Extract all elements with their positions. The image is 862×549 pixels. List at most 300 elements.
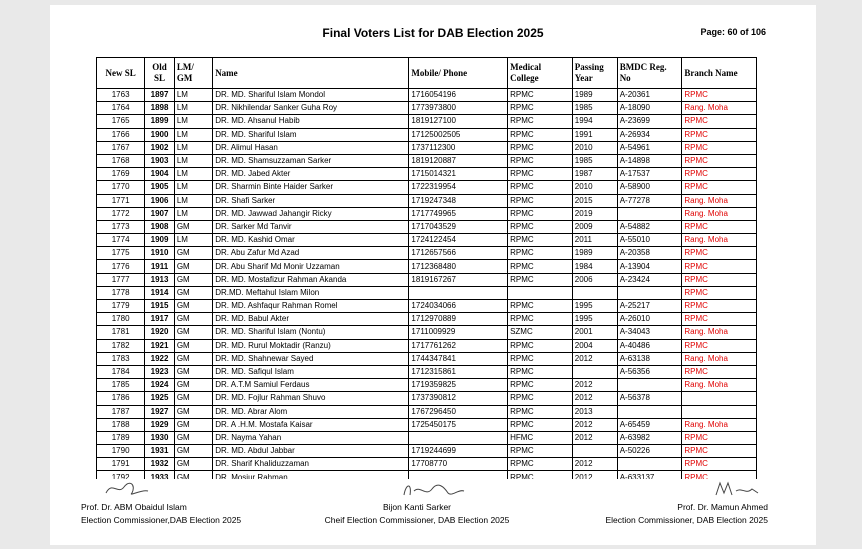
new-sl-cell: 1788 bbox=[97, 418, 145, 431]
col-header: Medical College bbox=[508, 58, 573, 89]
college-cell: RPMC bbox=[508, 471, 573, 479]
new-sl-cell: 1781 bbox=[97, 326, 145, 339]
old-sl-cell: 1927 bbox=[145, 405, 175, 418]
old-sl-cell: 1930 bbox=[145, 431, 175, 444]
name-cell: DR. MD. Kashid Omar bbox=[213, 234, 409, 247]
name-cell: DR. MD. Shariful Islam (Nontu) bbox=[213, 326, 409, 339]
new-sl-cell: 1778 bbox=[97, 286, 145, 299]
college-cell: RPMC bbox=[508, 300, 573, 313]
table-row bbox=[97, 115, 757, 128]
college-cell: RPMC bbox=[508, 154, 573, 167]
branch-cell: Rang. Moha bbox=[682, 418, 757, 431]
passing-year-cell: 2012 bbox=[572, 392, 617, 405]
table-row bbox=[97, 445, 757, 458]
col-header: Old SL bbox=[145, 58, 175, 89]
branch-cell: Rang. Moha bbox=[682, 194, 757, 207]
member-type-cell: GM bbox=[174, 365, 212, 378]
name-cell: DR.MD. Meftahul Islam Milon bbox=[213, 286, 409, 299]
college-cell: RPMC bbox=[508, 313, 573, 326]
branch-cell: RPMC bbox=[682, 220, 757, 233]
new-sl-cell: 1777 bbox=[97, 273, 145, 286]
member-type-cell: GM bbox=[174, 247, 212, 260]
name-cell: DR. MD. Jawwad Jahangir Ricky bbox=[213, 207, 409, 220]
old-sl-cell: 1910 bbox=[145, 247, 175, 260]
bmdc-reg-cell: A-18090 bbox=[617, 102, 682, 115]
passing-year-cell: 2012 bbox=[572, 379, 617, 392]
old-sl-cell: 1906 bbox=[145, 194, 175, 207]
new-sl-cell: 1770 bbox=[97, 181, 145, 194]
college-cell: RPMC bbox=[508, 115, 573, 128]
college-cell bbox=[508, 286, 573, 299]
bmdc-reg-cell: A-23424 bbox=[617, 273, 682, 286]
branch-cell: Rang. Moha bbox=[682, 326, 757, 339]
college-cell: RPMC bbox=[508, 339, 573, 352]
bmdc-reg-cell bbox=[617, 207, 682, 220]
table-row bbox=[97, 247, 757, 260]
new-sl-cell: 1775 bbox=[97, 247, 145, 260]
col-header: Name bbox=[213, 58, 409, 89]
passing-year-cell bbox=[572, 445, 617, 458]
table-row bbox=[97, 352, 757, 365]
new-sl-cell: 1774 bbox=[97, 234, 145, 247]
table-row bbox=[97, 326, 757, 339]
branch-cell: RPMC bbox=[682, 300, 757, 313]
passing-year-cell bbox=[572, 365, 617, 378]
passing-year-cell: 2004 bbox=[572, 339, 617, 352]
member-type-cell: GM bbox=[174, 339, 212, 352]
name-cell: DR. MD. Rurul Moktadir (Ranzu) bbox=[213, 339, 409, 352]
name-cell: DR. Nayma Yahan bbox=[213, 431, 409, 444]
new-sl-cell: 1785 bbox=[97, 379, 145, 392]
member-type-cell: LM bbox=[174, 207, 212, 220]
member-type-cell: GM bbox=[174, 300, 212, 313]
signatory-left-title: Election Commissioner,DAB Election 2025 bbox=[81, 515, 242, 525]
old-sl-cell: 1932 bbox=[145, 458, 175, 471]
new-sl-cell: 1783 bbox=[97, 352, 145, 365]
old-sl-cell: 1921 bbox=[145, 339, 175, 352]
new-sl-cell: 1766 bbox=[97, 128, 145, 141]
signatory-center-name: Bijon Kanti Sarker bbox=[382, 502, 452, 512]
col-header: BMDC Reg. No bbox=[617, 58, 682, 89]
old-sl-cell: 1920 bbox=[145, 326, 175, 339]
member-type-cell: GM bbox=[174, 220, 212, 233]
passing-year-cell: 2012 bbox=[572, 352, 617, 365]
member-type-cell: GM bbox=[174, 260, 212, 273]
name-cell: DR. Shafi Sarker bbox=[213, 194, 409, 207]
mobile-cell: 1722319954 bbox=[409, 181, 508, 194]
bmdc-reg-cell: A-77278 bbox=[617, 194, 682, 207]
table-row bbox=[97, 418, 757, 431]
college-cell: SZMC bbox=[508, 326, 573, 339]
name-cell: DR. A .H.M. Mostafa Kaisar bbox=[213, 418, 409, 431]
name-cell: DR. MD. Ahsanul Habib bbox=[213, 115, 409, 128]
college-cell: RPMC bbox=[508, 379, 573, 392]
old-sl-cell: 1929 bbox=[145, 418, 175, 431]
passing-year-cell: 2012 bbox=[572, 431, 617, 444]
member-type-cell: GM bbox=[174, 326, 212, 339]
name-cell: DR. MD. Fojlur Rahman Shuvo bbox=[213, 392, 409, 405]
branch-cell: RPMC bbox=[682, 286, 757, 299]
bmdc-reg-cell: A-26934 bbox=[617, 128, 682, 141]
member-type-cell: GM bbox=[174, 313, 212, 326]
member-type-cell: LM bbox=[174, 194, 212, 207]
bmdc-reg-cell: A-13904 bbox=[617, 260, 682, 273]
bmdc-reg-cell: A-17537 bbox=[617, 168, 682, 181]
branch-cell: RPMC bbox=[682, 273, 757, 286]
table-row bbox=[97, 405, 757, 418]
table-row bbox=[97, 89, 757, 102]
table-clip bbox=[50, 5, 816, 479]
mobile-cell: 1711009929 bbox=[409, 326, 508, 339]
bmdc-reg-cell: A-50226 bbox=[617, 445, 682, 458]
passing-year-cell: 1994 bbox=[572, 115, 617, 128]
college-cell: RPMC bbox=[508, 207, 573, 220]
mobile-cell: 1819167267 bbox=[409, 273, 508, 286]
name-cell: DR. MD. Shahnewar Sayed bbox=[213, 352, 409, 365]
bmdc-reg-cell: A-65459 bbox=[617, 418, 682, 431]
passing-year-cell: 1985 bbox=[572, 102, 617, 115]
passing-year-cell: 1995 bbox=[572, 300, 617, 313]
old-sl-cell: 1923 bbox=[145, 365, 175, 378]
college-cell: RPMC bbox=[508, 260, 573, 273]
table-row bbox=[97, 181, 757, 194]
table-row bbox=[97, 458, 757, 471]
name-cell: DR. MD. Safiqul Islam bbox=[213, 365, 409, 378]
name-cell: DR. MD. Ashfaqur Rahman Romel bbox=[213, 300, 409, 313]
branch-cell: Rang. Moha bbox=[682, 352, 757, 365]
college-cell: RPMC bbox=[508, 234, 573, 247]
name-cell: DR. Sarker Md Tanvir bbox=[213, 220, 409, 233]
college-cell: RPMC bbox=[508, 168, 573, 181]
bmdc-reg-cell bbox=[617, 458, 682, 471]
branch-cell: Rang. Moha bbox=[682, 379, 757, 392]
bmdc-reg-cell: A-34043 bbox=[617, 326, 682, 339]
branch-cell: RPMC bbox=[682, 181, 757, 194]
col-header: Mobile/ Phone bbox=[409, 58, 508, 89]
name-cell: DR. MD. Shariful Islam Mondol bbox=[213, 89, 409, 102]
bmdc-reg-cell: A-58900 bbox=[617, 181, 682, 194]
branch-cell: RPMC bbox=[682, 154, 757, 167]
college-cell: RPMC bbox=[508, 405, 573, 418]
mobile-cell: 1724034066 bbox=[409, 300, 508, 313]
passing-year-cell: 2006 bbox=[572, 273, 617, 286]
mobile-cell: 1744347841 bbox=[409, 352, 508, 365]
page-title: Final Voters List for DAB Election 2025 bbox=[322, 26, 544, 40]
old-sl-cell: 1915 bbox=[145, 300, 175, 313]
college-cell: RPMC bbox=[508, 194, 573, 207]
member-type-cell: GM bbox=[174, 431, 212, 444]
new-sl-cell: 1769 bbox=[97, 168, 145, 181]
old-sl-cell: 1911 bbox=[145, 260, 175, 273]
member-type-cell: GM bbox=[174, 352, 212, 365]
name-cell: DR. MD. Shamsuzzaman Sarker bbox=[213, 154, 409, 167]
table-row bbox=[97, 168, 757, 181]
mobile-cell: 1712970889 bbox=[409, 313, 508, 326]
branch-cell: RPMC bbox=[682, 458, 757, 471]
name-cell: DR. Abu Zafur Md Azad bbox=[213, 247, 409, 260]
passing-year-cell: 2015 bbox=[572, 194, 617, 207]
name-cell: DR. MD. Abdul Jabbar bbox=[213, 445, 409, 458]
member-type-cell: LM bbox=[174, 115, 212, 128]
voters-table bbox=[96, 57, 757, 479]
member-type-cell: LM bbox=[174, 141, 212, 154]
mobile-cell bbox=[409, 286, 508, 299]
table-row bbox=[97, 234, 757, 247]
passing-year-cell: 2012 bbox=[572, 471, 617, 479]
mobile-cell: 1715014321 bbox=[409, 168, 508, 181]
signatory-left-name: Prof. Dr. ABM Obaidul Islam bbox=[81, 502, 187, 512]
passing-year-cell: 1984 bbox=[572, 260, 617, 273]
mobile-cell: 1737390812 bbox=[409, 392, 508, 405]
college-cell: HFMC bbox=[508, 431, 573, 444]
member-type-cell: GM bbox=[174, 471, 212, 479]
table-row bbox=[97, 141, 757, 154]
mobile-cell: 1719247348 bbox=[409, 194, 508, 207]
table-body bbox=[97, 89, 757, 480]
table-row bbox=[97, 431, 757, 444]
college-cell: RPMC bbox=[508, 273, 573, 286]
name-cell: DR. MD. Jabed Akter bbox=[213, 168, 409, 181]
bmdc-reg-cell: A-633137 bbox=[617, 471, 682, 479]
old-sl-cell: 1922 bbox=[145, 352, 175, 365]
col-header: Branch Name bbox=[682, 58, 757, 89]
branch-cell: RPMC bbox=[682, 128, 757, 141]
old-sl-cell: 1897 bbox=[145, 89, 175, 102]
bmdc-reg-cell bbox=[617, 286, 682, 299]
mobile-cell: 1712315861 bbox=[409, 365, 508, 378]
table-row bbox=[97, 365, 757, 378]
college-cell: RPMC bbox=[508, 365, 573, 378]
college-cell: RPMC bbox=[508, 458, 573, 471]
old-sl-cell: 1909 bbox=[145, 234, 175, 247]
passing-year-cell: 2010 bbox=[572, 181, 617, 194]
new-sl-cell: 1764 bbox=[97, 102, 145, 115]
mobile-cell: 1725450175 bbox=[409, 418, 508, 431]
mobile-cell: 1717043529 bbox=[409, 220, 508, 233]
table-row bbox=[97, 286, 757, 299]
new-sl-cell: 1772 bbox=[97, 207, 145, 220]
old-sl-cell: 1917 bbox=[145, 313, 175, 326]
table-row bbox=[97, 300, 757, 313]
college-cell: RPMC bbox=[508, 181, 573, 194]
new-sl-cell: 1786 bbox=[97, 392, 145, 405]
mobile-cell: 17125002505 bbox=[409, 128, 508, 141]
passing-year-cell: 2001 bbox=[572, 326, 617, 339]
branch-cell: Rang. Moha bbox=[682, 102, 757, 115]
table-row bbox=[97, 313, 757, 326]
table-row bbox=[97, 260, 757, 273]
college-cell: RPMC bbox=[508, 141, 573, 154]
new-sl-cell: 1773 bbox=[97, 220, 145, 233]
document-page bbox=[50, 5, 816, 545]
passing-year-cell: 1989 bbox=[572, 247, 617, 260]
bmdc-reg-cell: A-56378 bbox=[617, 392, 682, 405]
member-type-cell: GM bbox=[174, 418, 212, 431]
mobile-cell: 1716054196 bbox=[409, 89, 508, 102]
old-sl-cell: 1898 bbox=[145, 102, 175, 115]
branch-cell: RPMC bbox=[682, 260, 757, 273]
passing-year-cell: 2019 bbox=[572, 207, 617, 220]
new-sl-cell: 1789 bbox=[97, 431, 145, 444]
branch-cell: RPMC bbox=[682, 445, 757, 458]
member-type-cell: GM bbox=[174, 405, 212, 418]
new-sl-cell: 1768 bbox=[97, 154, 145, 167]
new-sl-cell: 1763 bbox=[97, 89, 145, 102]
old-sl-cell: 1904 bbox=[145, 168, 175, 181]
bmdc-reg-cell: A-54961 bbox=[617, 141, 682, 154]
signatory-right-name: Prof. Dr. Mamun Ahmed bbox=[677, 502, 768, 512]
old-sl-cell: 1903 bbox=[145, 154, 175, 167]
bmdc-reg-cell: A-20361 bbox=[617, 89, 682, 102]
bmdc-reg-cell: A-23699 bbox=[617, 115, 682, 128]
passing-year-cell: 1995 bbox=[572, 313, 617, 326]
mobile-cell: 1724122454 bbox=[409, 234, 508, 247]
passing-year-cell: 1987 bbox=[572, 168, 617, 181]
name-cell: DR. Nikhilendar Sanker Guha Roy bbox=[213, 102, 409, 115]
branch-cell: RPMC bbox=[682, 168, 757, 181]
new-sl-cell: 1780 bbox=[97, 313, 145, 326]
bmdc-reg-cell: A-14898 bbox=[617, 154, 682, 167]
col-header: LM/ GM bbox=[174, 58, 212, 89]
name-cell: DR. MD. Babul Akter bbox=[213, 313, 409, 326]
old-sl-cell: 1905 bbox=[145, 181, 175, 194]
name-cell: DR. Sharif Khaliduzzaman bbox=[213, 458, 409, 471]
signatory-right-title: Election Commissioner, DAB Election 2025 bbox=[605, 515, 768, 525]
branch-cell: Rang. Moha bbox=[682, 207, 757, 220]
passing-year-cell: 2012 bbox=[572, 418, 617, 431]
table-row bbox=[97, 339, 757, 352]
table-row bbox=[97, 154, 757, 167]
old-sl-cell: 1899 bbox=[145, 115, 175, 128]
member-type-cell: LM bbox=[174, 102, 212, 115]
college-cell: RPMC bbox=[508, 128, 573, 141]
passing-year-cell: 1985 bbox=[572, 154, 617, 167]
branch-cell bbox=[682, 392, 757, 405]
table-row bbox=[97, 273, 757, 286]
bmdc-reg-cell bbox=[617, 379, 682, 392]
table-row bbox=[97, 194, 757, 207]
member-type-cell: LM bbox=[174, 89, 212, 102]
branch-cell: RPMC bbox=[682, 115, 757, 128]
mobile-cell: 1719244699 bbox=[409, 445, 508, 458]
passing-year-cell: 2013 bbox=[572, 405, 617, 418]
member-type-cell: GM bbox=[174, 458, 212, 471]
mobile-cell: 1717749965 bbox=[409, 207, 508, 220]
table-row bbox=[97, 102, 757, 115]
member-type-cell: GM bbox=[174, 286, 212, 299]
college-cell: RPMC bbox=[508, 418, 573, 431]
table-row bbox=[97, 220, 757, 233]
new-sl-cell: 1776 bbox=[97, 260, 145, 273]
branch-cell: RPMC bbox=[682, 365, 757, 378]
member-type-cell: GM bbox=[174, 392, 212, 405]
mobile-cell: 1712368480 bbox=[409, 260, 508, 273]
bmdc-reg-cell: A-63138 bbox=[617, 352, 682, 365]
old-sl-cell: 1914 bbox=[145, 286, 175, 299]
college-cell: RPMC bbox=[508, 352, 573, 365]
branch-cell: RPMC bbox=[682, 313, 757, 326]
new-sl-cell: 1771 bbox=[97, 194, 145, 207]
new-sl-cell: 1782 bbox=[97, 339, 145, 352]
new-sl-cell: 1767 bbox=[97, 141, 145, 154]
signature-center-image bbox=[398, 479, 468, 501]
table-row bbox=[97, 128, 757, 141]
old-sl-cell: 1931 bbox=[145, 445, 175, 458]
college-cell: RPMC bbox=[508, 89, 573, 102]
bmdc-reg-cell bbox=[617, 405, 682, 418]
bmdc-reg-cell: A-55010 bbox=[617, 234, 682, 247]
passing-year-cell: 2011 bbox=[572, 234, 617, 247]
mobile-cell: 17708770 bbox=[409, 458, 508, 471]
bmdc-reg-cell: A-54882 bbox=[617, 220, 682, 233]
member-type-cell: LM bbox=[174, 181, 212, 194]
name-cell: DR. Mosiur Rahman bbox=[213, 471, 409, 479]
bmdc-reg-cell: A-20358 bbox=[617, 247, 682, 260]
mobile-cell: 1773973800 bbox=[409, 102, 508, 115]
mobile-cell: 1712657566 bbox=[409, 247, 508, 260]
col-header: Passing Year bbox=[572, 58, 617, 89]
mobile-cell: 1819127100 bbox=[409, 115, 508, 128]
name-cell: DR. MD. Mostafizur Rahman Akanda bbox=[213, 273, 409, 286]
old-sl-cell: 1933 bbox=[145, 471, 175, 479]
member-type-cell: LM bbox=[174, 234, 212, 247]
mobile-cell: 1767296450 bbox=[409, 405, 508, 418]
signature-left-image bbox=[102, 479, 152, 499]
new-sl-cell: 1790 bbox=[97, 445, 145, 458]
bmdc-reg-cell: A-63982 bbox=[617, 431, 682, 444]
old-sl-cell: 1908 bbox=[145, 220, 175, 233]
signatory-center-title: Cheif Election Commissioner, DAB Election 2025 bbox=[324, 515, 510, 525]
member-type-cell: LM bbox=[174, 168, 212, 181]
branch-cell: RPMC bbox=[682, 431, 757, 444]
table-row bbox=[97, 379, 757, 392]
mobile-cell bbox=[409, 471, 508, 479]
table-row bbox=[97, 471, 757, 479]
college-cell: RPMC bbox=[508, 220, 573, 233]
new-sl-cell: 1791 bbox=[97, 458, 145, 471]
passing-year-cell bbox=[572, 286, 617, 299]
branch-cell: RPMC bbox=[682, 141, 757, 154]
college-cell: RPMC bbox=[508, 102, 573, 115]
table-row bbox=[97, 392, 757, 405]
old-sl-cell: 1900 bbox=[145, 128, 175, 141]
table-header-row bbox=[97, 58, 757, 89]
new-sl-cell: 1779 bbox=[97, 300, 145, 313]
bmdc-reg-cell: A-40486 bbox=[617, 339, 682, 352]
passing-year-cell: 2009 bbox=[572, 220, 617, 233]
name-cell: DR. Sharmin Binte Haider Sarker bbox=[213, 181, 409, 194]
page-number: Page: 60 of 106 bbox=[700, 27, 766, 37]
table-row bbox=[97, 207, 757, 220]
passing-year-cell: 2012 bbox=[572, 458, 617, 471]
old-sl-cell: 1924 bbox=[145, 379, 175, 392]
signature-right-image bbox=[712, 479, 762, 499]
name-cell: DR. MD. Shariful Islam bbox=[213, 128, 409, 141]
college-cell: RPMC bbox=[508, 392, 573, 405]
passing-year-cell: 2010 bbox=[572, 141, 617, 154]
branch-cell: RPMC bbox=[682, 247, 757, 260]
name-cell: DR. A.T.M Samiul Ferdaus bbox=[213, 379, 409, 392]
old-sl-cell: 1913 bbox=[145, 273, 175, 286]
new-sl-cell: 1765 bbox=[97, 115, 145, 128]
branch-cell: RPMC bbox=[682, 89, 757, 102]
bmdc-reg-cell: A-56356 bbox=[617, 365, 682, 378]
passing-year-cell: 1991 bbox=[572, 128, 617, 141]
bmdc-reg-cell: A-26010 bbox=[617, 313, 682, 326]
new-sl-cell: 1784 bbox=[97, 365, 145, 378]
member-type-cell: LM bbox=[174, 154, 212, 167]
new-sl-cell: 1787 bbox=[97, 405, 145, 418]
